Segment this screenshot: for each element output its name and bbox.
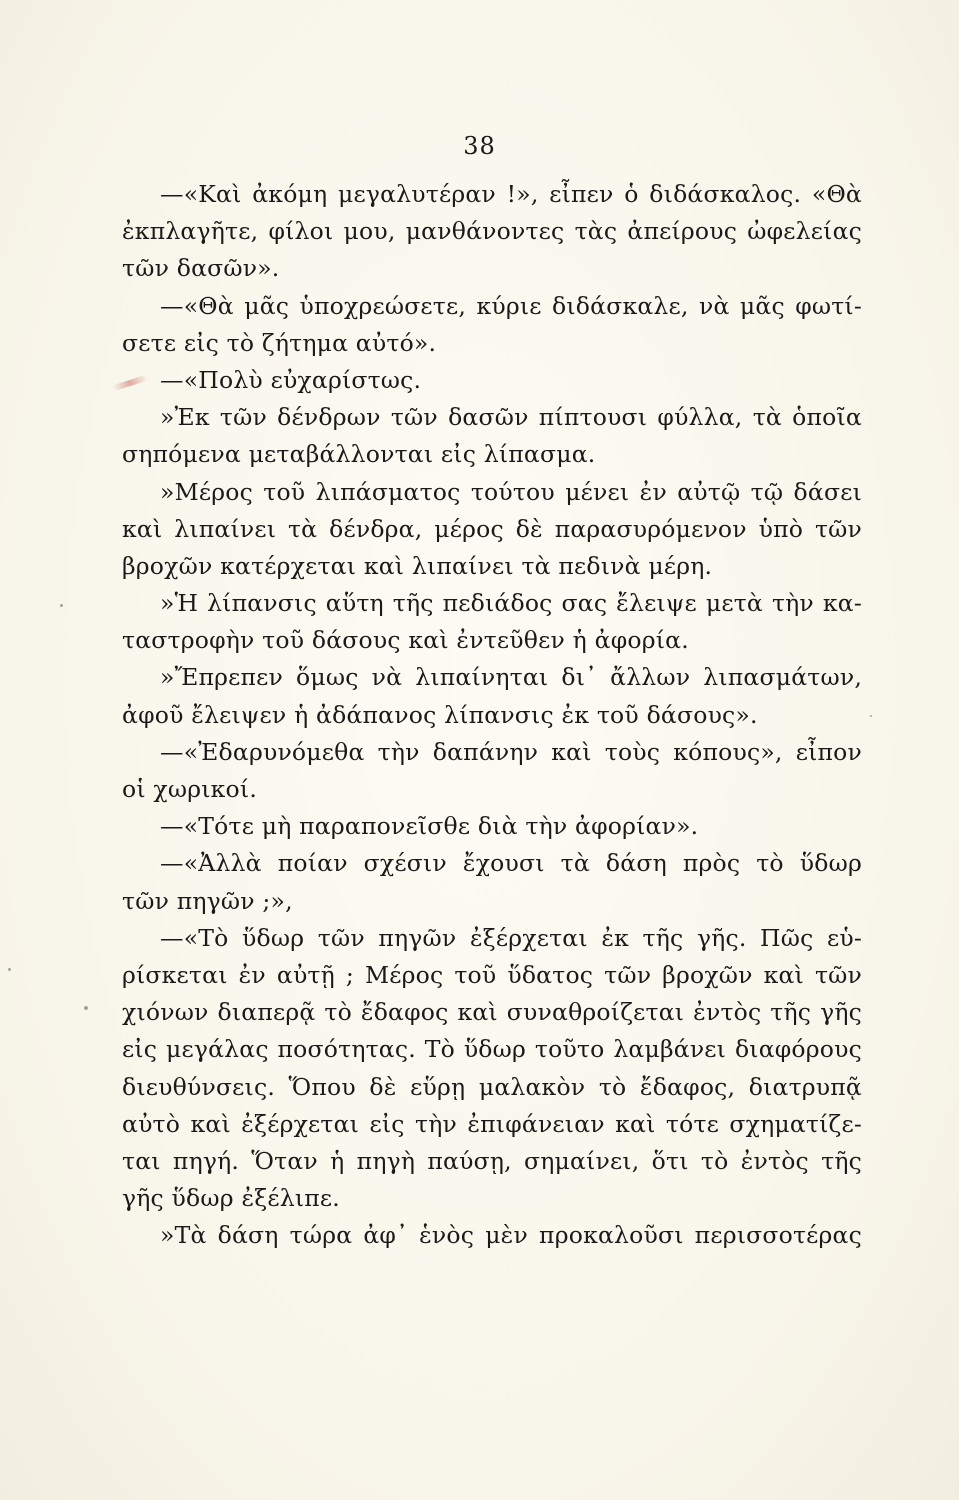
paper-speck [870, 715, 872, 717]
text-line: »Μέρος τοῦ λιπάσματος τούτου μένει ἐν αὐτῷ τῷ δάσει [160, 477, 862, 506]
text-line: ται πηγή. Ὅταν ἡ πηγὴ παύσῃ, σημαίνει, ὅτι τὸ ἐντὸς τῆς [122, 1146, 862, 1175]
text-line: »Ἐκ τῶν δένδρων τῶν δασῶν πίπτουσι φύλλα, τὰ ὁποῖα [160, 403, 862, 432]
text-line: οἱ χωρικοί. [122, 775, 257, 803]
body-text [122, 176, 862, 1254]
text-line: τῶν δασῶν». [122, 254, 280, 283]
text-line: διευθύνσεις. Ὅπου δὲ εὕρῃ μαλακὸν τὸ ἔδαφος, διατρυπᾷ [122, 1072, 862, 1101]
text-line: —«Τὸ ὕδωρ τῶν πηγῶν ἐξέρχεται ἐκ τῆς γῆς. Πῶς εὑ- [160, 923, 862, 952]
text-line: »Ἡ λίπανσις αὕτη τῆς πεδιάδος σας ἔλειψε μετὰ τὴν κα- [160, 589, 862, 618]
text-line: »Τὰ δάση τώρα ἀφ᾽ ἑνὸς μὲν προκαλοῦσι περισσοτέρας [160, 1221, 862, 1250]
text-line: σετε εἰς τὸ ζήτημα αὐτό». [122, 328, 437, 357]
text-line: »Ἔπρεπεν ὅμως νὰ λιπαίνηται δι᾽ ἄλλων λιπασμάτων, [160, 663, 862, 692]
text-line: ἐκπλαγῆτε, φίλοι μου, μανθάνοντες τὰς ἀπείρους ὠφελείας [122, 217, 862, 246]
text-line: εἰς μεγάλας ποσότητας. Τὸ ὕδωρ τοῦτο λαμβάνει διαφόρους [122, 1035, 862, 1064]
text-line: ρίσκεται ἐν αὐτῇ ; Μέρος τοῦ ὕδατος τῶν βροχῶν καὶ τῶν [122, 960, 862, 989]
paper-speck [84, 1006, 88, 1010]
text-line: αὐτὸ καὶ ἐξέρχεται εἰς τὴν ἐπιφάνειαν καὶ τότε σχηματίζε- [122, 1109, 862, 1138]
text-line: —«Καὶ ἀκόμη μεγαλυτέραν !», εἶπεν ὁ διδάσκαλος. «Θὰ [160, 180, 862, 208]
paper-speck [60, 604, 63, 607]
text-line: —«Ἐδαρυνόμεθα τὴν δαπάνην καὶ τοὺς κόπους», εἶπον [160, 737, 862, 766]
text-line: ταστροφὴν τοῦ δάσους καὶ ἐντεῦθεν ἡ ἀφορία. [122, 626, 689, 655]
page-number: 38 [463, 132, 496, 160]
text-line: —«Πολὺ εὐχαρίστως. [160, 365, 422, 394]
paper-speck [8, 968, 11, 971]
text-line: —«Θὰ μᾶς ὑποχρεώσετε, κύριε διδάσκαλε, νὰ μᾶς φωτί- [160, 291, 862, 320]
text-line: βροχῶν κατέρχεται καὶ λιπαίνει τὰ πεδινὰ μέρη. [122, 551, 713, 580]
text-line: καὶ λιπαίνει τὰ δένδρα, μέρος δὲ παρασυρόμενον ὑπὸ τῶν [122, 514, 862, 543]
text-line: χιόνων διαπερᾷ τὸ ἔδαφος καὶ συναθροίζεται ἐντὸς τῆς γῆς [122, 998, 862, 1027]
text-line: σηπόμενα μεταβάλλονται εἰς λίπασμα. [122, 440, 596, 469]
text-line: γῆς ὕδωρ ἐξέλιπε. [122, 1184, 340, 1213]
text-line: τῶν πηγῶν ;», [122, 886, 293, 915]
text-line: ἀφοῦ ἔλειψεν ἡ ἀδάπανος λίπανσις ἐκ τοῦ δάσους». [122, 700, 758, 729]
text-line: —«Ἀλλὰ ποίαν σχέσιν ἔχουσι τὰ δάση πρὸς τὸ ὕδωρ [160, 849, 862, 878]
text-line: —«Τότε μὴ παραπονεῖσθε διὰ τὴν ἀφορίαν». [160, 812, 699, 841]
